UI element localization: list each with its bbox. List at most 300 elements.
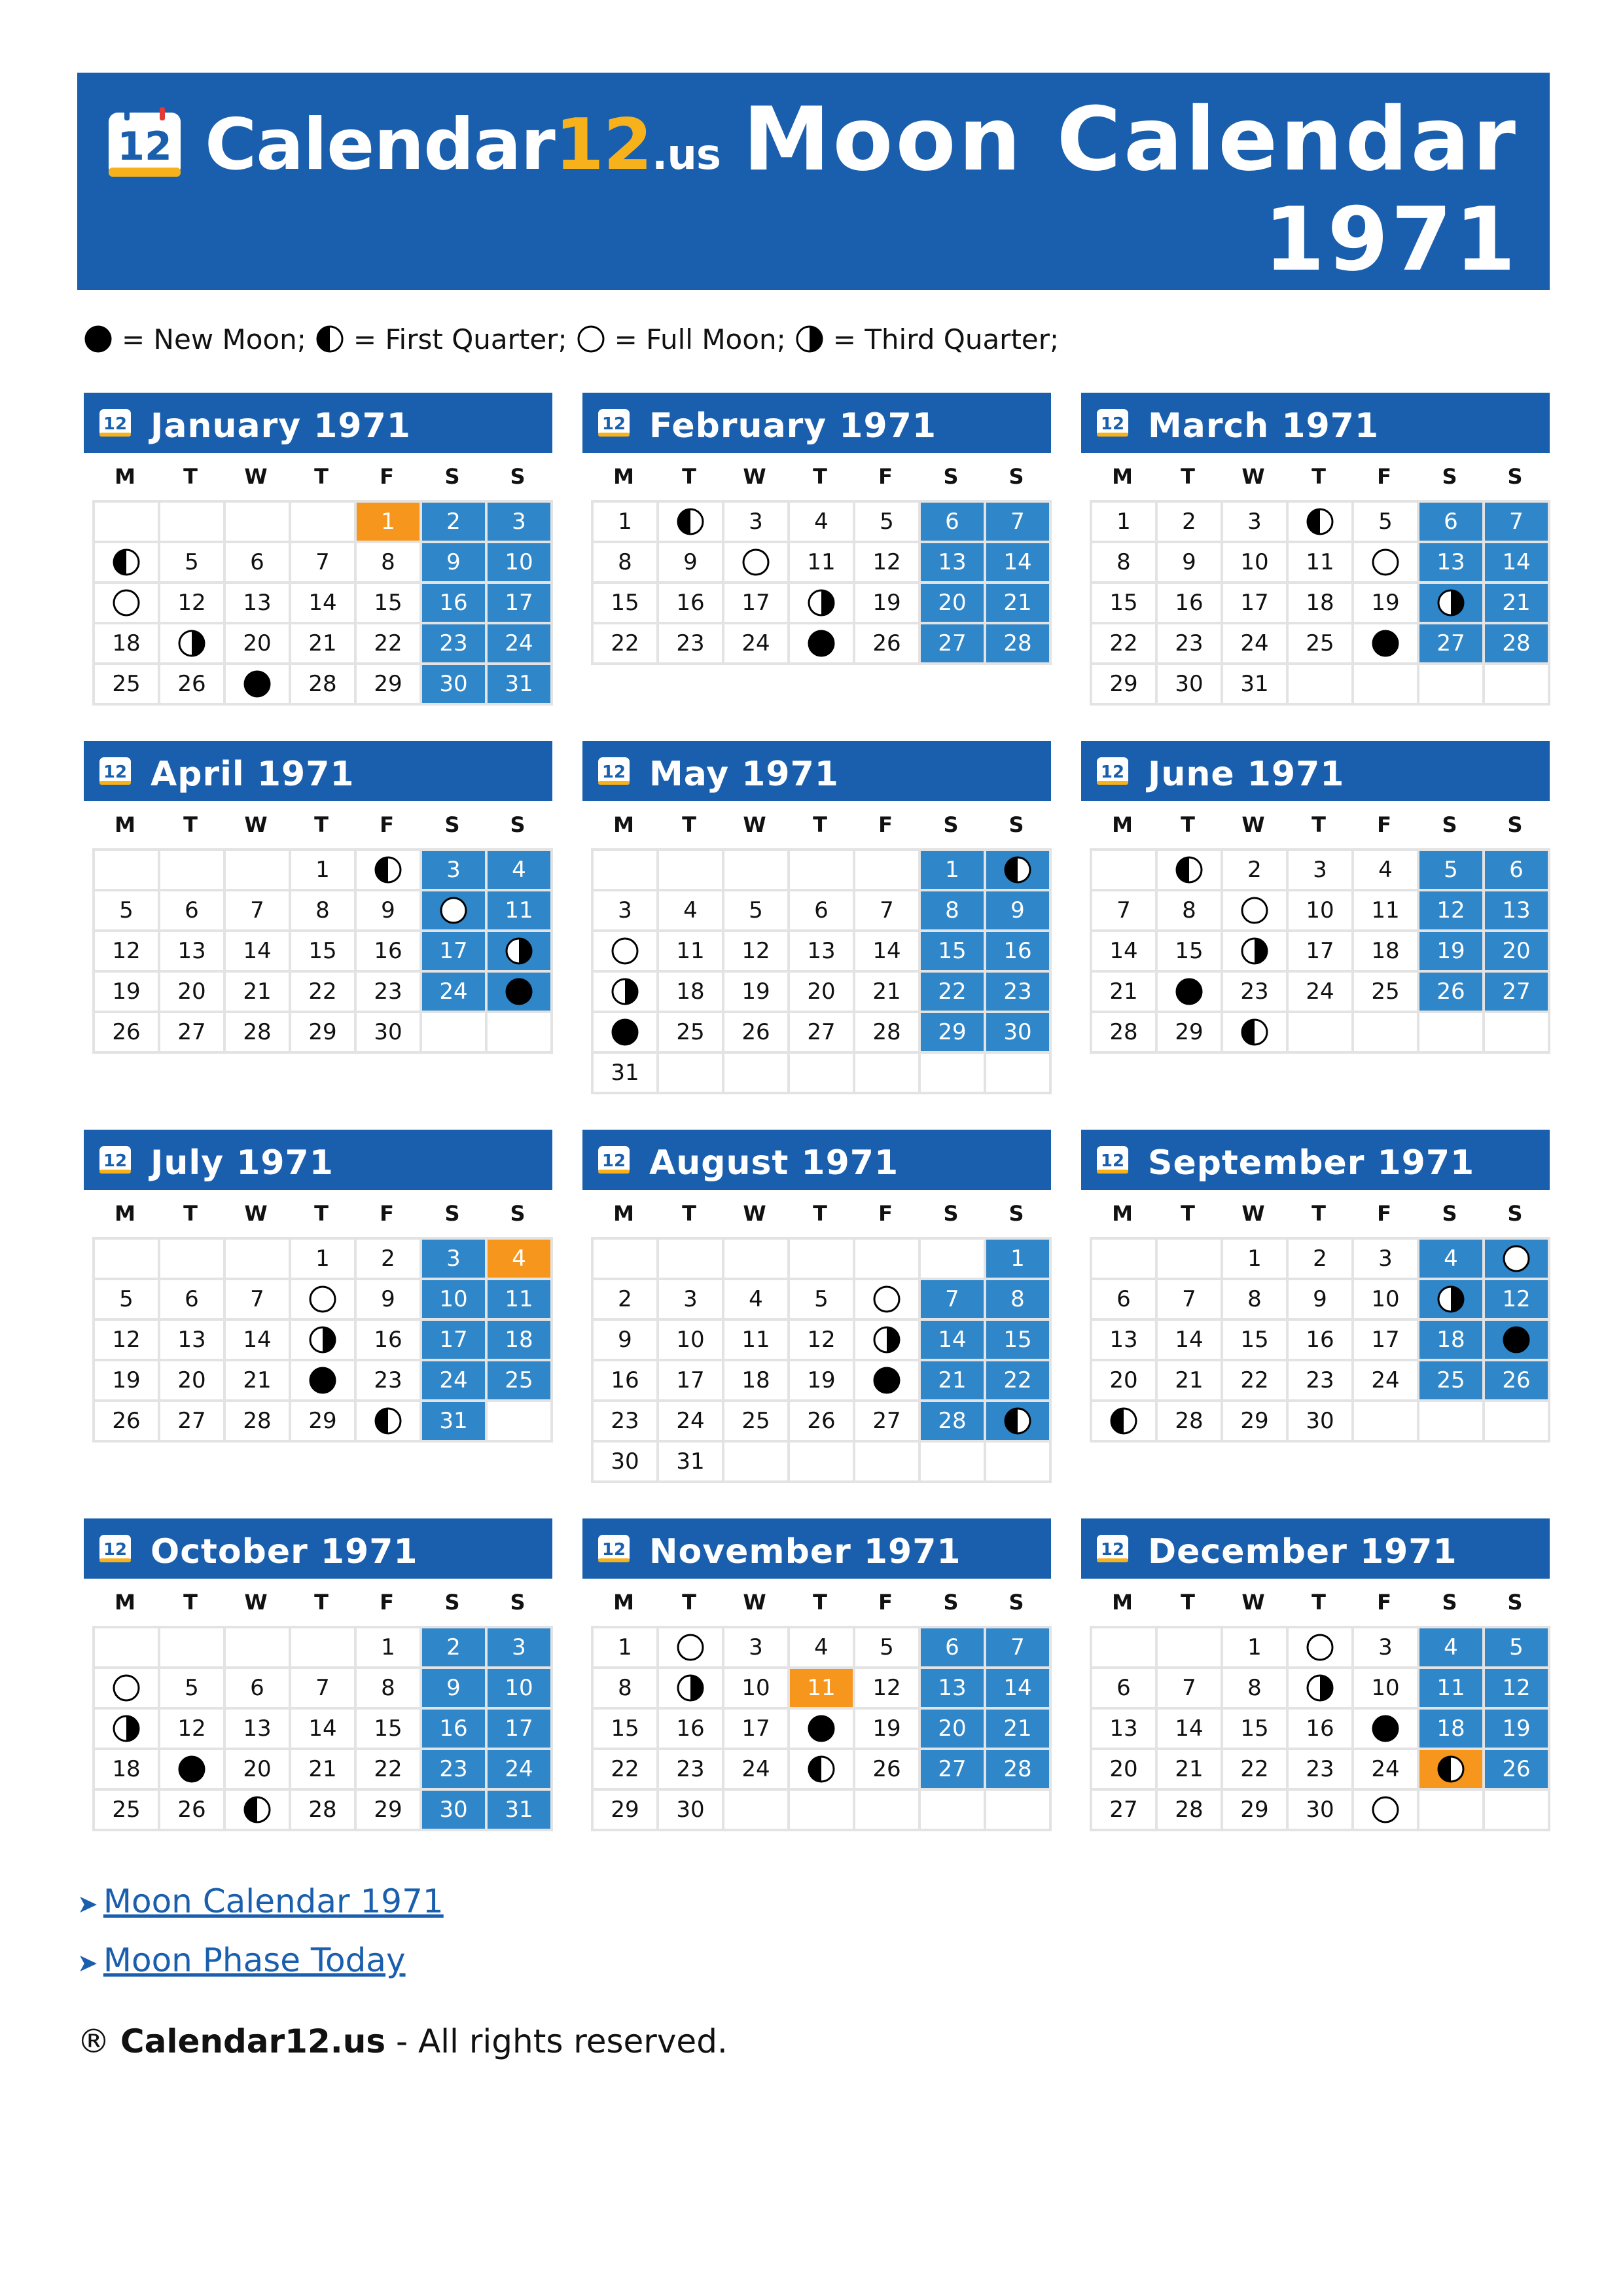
- day-cell[interactable]: 7: [986, 1628, 1052, 1669]
- day-cell[interactable]: 3: [724, 503, 790, 543]
- day-cell[interactable]: 27: [790, 1013, 855, 1054]
- day-cell[interactable]: 14: [291, 1710, 357, 1750]
- day-cell[interactable]: 12: [790, 1321, 855, 1361]
- day-cell[interactable]: 8: [986, 1280, 1052, 1321]
- day-cell[interactable]: 23: [659, 1750, 724, 1791]
- day-cell[interactable]: 22: [1223, 1361, 1289, 1402]
- day-cell[interactable]: 16: [357, 932, 422, 973]
- day-cell[interactable]: 20: [160, 973, 226, 1013]
- day-cell[interactable]: 2: [1289, 1240, 1354, 1280]
- day-cell[interactable]: 15: [986, 1321, 1052, 1361]
- day-cell[interactable]: [95, 1669, 160, 1710]
- day-cell[interactable]: 1: [921, 851, 986, 891]
- day-cell[interactable]: 13: [790, 932, 855, 973]
- day-cell[interactable]: 6: [921, 503, 986, 543]
- day-cell[interactable]: 29: [357, 665, 422, 706]
- day-cell[interactable]: [1354, 543, 1419, 584]
- day-cell[interactable]: 9: [1158, 543, 1223, 584]
- day-cell[interactable]: 4: [724, 1280, 790, 1321]
- day-cell[interactable]: 22: [291, 973, 357, 1013]
- day-cell[interactable]: 24: [1354, 1361, 1419, 1402]
- day-cell[interactable]: 1: [357, 1628, 422, 1669]
- day-cell[interactable]: [160, 624, 226, 665]
- day-cell[interactable]: 9: [1289, 1280, 1354, 1321]
- day-cell[interactable]: 21: [1158, 1361, 1223, 1402]
- day-cell[interactable]: 5: [1485, 1628, 1550, 1669]
- day-cell[interactable]: 3: [488, 1628, 553, 1669]
- day-cell[interactable]: 16: [659, 584, 724, 624]
- day-cell[interactable]: 24: [1223, 624, 1289, 665]
- day-cell[interactable]: 14: [1158, 1321, 1223, 1361]
- day-cell[interactable]: 23: [1223, 973, 1289, 1013]
- day-cell[interactable]: 15: [291, 932, 357, 973]
- day-cell[interactable]: 15: [594, 584, 659, 624]
- day-cell[interactable]: 25: [1354, 973, 1419, 1013]
- day-cell[interactable]: 20: [1092, 1750, 1158, 1791]
- day-cell[interactable]: 14: [291, 584, 357, 624]
- day-cell[interactable]: 12: [855, 1669, 921, 1710]
- day-cell[interactable]: [1158, 851, 1223, 891]
- day-cell[interactable]: [357, 1402, 422, 1443]
- day-cell[interactable]: 15: [357, 1710, 422, 1750]
- day-cell[interactable]: 14: [921, 1321, 986, 1361]
- day-cell[interactable]: 26: [790, 1402, 855, 1443]
- day-cell[interactable]: 6: [1092, 1669, 1158, 1710]
- day-cell[interactable]: [1354, 1710, 1419, 1750]
- day-cell[interactable]: 5: [724, 891, 790, 932]
- day-cell[interactable]: [724, 543, 790, 584]
- day-cell[interactable]: 13: [921, 543, 986, 584]
- day-cell[interactable]: 10: [422, 1280, 488, 1321]
- day-cell[interactable]: 17: [1289, 932, 1354, 973]
- day-cell[interactable]: 3: [1354, 1240, 1419, 1280]
- day-cell[interactable]: 29: [1092, 665, 1158, 706]
- day-cell[interactable]: [1092, 1402, 1158, 1443]
- day-cell[interactable]: 2: [422, 1628, 488, 1669]
- day-cell[interactable]: 10: [488, 1669, 553, 1710]
- day-cell[interactable]: [1354, 624, 1419, 665]
- day-cell[interactable]: 8: [1092, 543, 1158, 584]
- day-cell[interactable]: [1419, 1280, 1485, 1321]
- day-cell[interactable]: 21: [291, 624, 357, 665]
- day-cell[interactable]: 28: [1158, 1791, 1223, 1831]
- day-cell[interactable]: [1419, 1750, 1485, 1791]
- day-cell[interactable]: [1223, 1013, 1289, 1054]
- day-cell[interactable]: 12: [855, 543, 921, 584]
- day-cell[interactable]: 26: [95, 1402, 160, 1443]
- day-cell[interactable]: 12: [160, 1710, 226, 1750]
- day-cell[interactable]: 5: [95, 891, 160, 932]
- day-cell[interactable]: 7: [986, 503, 1052, 543]
- day-cell[interactable]: 5: [160, 1669, 226, 1710]
- day-cell[interactable]: 9: [357, 1280, 422, 1321]
- day-cell[interactable]: 8: [1223, 1669, 1289, 1710]
- day-cell[interactable]: 23: [357, 973, 422, 1013]
- day-cell[interactable]: 16: [422, 1710, 488, 1750]
- day-cell[interactable]: 16: [357, 1321, 422, 1361]
- day-cell[interactable]: 27: [921, 624, 986, 665]
- day-cell[interactable]: 18: [95, 1750, 160, 1791]
- day-cell[interactable]: 4: [1419, 1628, 1485, 1669]
- day-cell[interactable]: 28: [226, 1013, 291, 1054]
- day-cell[interactable]: 1: [291, 1240, 357, 1280]
- day-cell[interactable]: 31: [488, 665, 553, 706]
- day-cell[interactable]: 19: [855, 584, 921, 624]
- day-cell[interactable]: 16: [1158, 584, 1223, 624]
- day-cell[interactable]: 7: [855, 891, 921, 932]
- day-cell[interactable]: [422, 891, 488, 932]
- day-cell[interactable]: 24: [422, 973, 488, 1013]
- day-cell[interactable]: 24: [659, 1402, 724, 1443]
- day-cell[interactable]: 20: [921, 584, 986, 624]
- day-cell[interactable]: 4: [790, 1628, 855, 1669]
- day-cell[interactable]: 17: [488, 1710, 553, 1750]
- day-cell[interactable]: 9: [594, 1321, 659, 1361]
- day-cell[interactable]: 23: [1289, 1361, 1354, 1402]
- day-cell[interactable]: 22: [1092, 624, 1158, 665]
- day-cell[interactable]: 18: [95, 624, 160, 665]
- day-cell[interactable]: 24: [724, 1750, 790, 1791]
- day-cell[interactable]: 13: [226, 1710, 291, 1750]
- day-cell[interactable]: 21: [1485, 584, 1550, 624]
- day-cell[interactable]: 20: [160, 1361, 226, 1402]
- day-cell[interactable]: 29: [594, 1791, 659, 1831]
- day-cell[interactable]: 19: [95, 1361, 160, 1402]
- day-cell[interactable]: 20: [226, 1750, 291, 1791]
- day-cell[interactable]: 26: [855, 1750, 921, 1791]
- day-cell[interactable]: 25: [95, 665, 160, 706]
- day-cell[interactable]: 28: [291, 665, 357, 706]
- day-cell[interactable]: 22: [594, 1750, 659, 1791]
- day-cell[interactable]: 7: [291, 543, 357, 584]
- day-cell[interactable]: 12: [1485, 1669, 1550, 1710]
- day-cell[interactable]: 24: [1354, 1750, 1419, 1791]
- day-cell[interactable]: 13: [1092, 1321, 1158, 1361]
- day-cell[interactable]: 2: [1158, 503, 1223, 543]
- day-cell[interactable]: 16: [422, 584, 488, 624]
- day-cell[interactable]: [226, 665, 291, 706]
- day-cell[interactable]: 5: [790, 1280, 855, 1321]
- day-cell[interactable]: 10: [488, 543, 553, 584]
- day-cell[interactable]: 15: [1223, 1710, 1289, 1750]
- day-cell[interactable]: 28: [291, 1791, 357, 1831]
- day-cell[interactable]: [291, 1280, 357, 1321]
- day-cell[interactable]: 23: [357, 1361, 422, 1402]
- day-cell[interactable]: 22: [921, 973, 986, 1013]
- day-cell[interactable]: [95, 543, 160, 584]
- day-cell[interactable]: 3: [1289, 851, 1354, 891]
- day-cell[interactable]: 27: [1419, 624, 1485, 665]
- day-cell[interactable]: 3: [724, 1628, 790, 1669]
- day-cell[interactable]: 13: [160, 932, 226, 973]
- day-cell[interactable]: 13: [160, 1321, 226, 1361]
- day-cell[interactable]: 8: [357, 543, 422, 584]
- day-cell[interactable]: 18: [659, 973, 724, 1013]
- day-cell[interactable]: 25: [724, 1402, 790, 1443]
- day-cell[interactable]: 11: [488, 1280, 553, 1321]
- day-cell[interactable]: 22: [357, 1750, 422, 1791]
- day-cell[interactable]: 28: [986, 1750, 1052, 1791]
- day-cell[interactable]: 8: [594, 543, 659, 584]
- day-cell[interactable]: 11: [1354, 891, 1419, 932]
- day-cell[interactable]: 13: [1485, 891, 1550, 932]
- day-cell[interactable]: 19: [1485, 1710, 1550, 1750]
- day-cell[interactable]: [226, 1791, 291, 1831]
- day-cell[interactable]: 18: [1419, 1710, 1485, 1750]
- day-cell[interactable]: 30: [986, 1013, 1052, 1054]
- day-cell[interactable]: [594, 1013, 659, 1054]
- day-cell[interactable]: 29: [1223, 1402, 1289, 1443]
- day-cell[interactable]: 9: [659, 543, 724, 584]
- day-cell[interactable]: 28: [1485, 624, 1550, 665]
- day-cell[interactable]: 29: [1158, 1013, 1223, 1054]
- day-cell[interactable]: 22: [357, 624, 422, 665]
- day-cell[interactable]: 25: [1289, 624, 1354, 665]
- day-cell[interactable]: 10: [724, 1669, 790, 1710]
- day-cell[interactable]: 10: [1354, 1280, 1419, 1321]
- day-cell[interactable]: 6: [160, 1280, 226, 1321]
- day-cell[interactable]: 31: [659, 1443, 724, 1483]
- day-cell[interactable]: [790, 624, 855, 665]
- day-cell[interactable]: 20: [1485, 932, 1550, 973]
- day-cell[interactable]: 21: [291, 1750, 357, 1791]
- day-cell[interactable]: 12: [1419, 891, 1485, 932]
- day-cell[interactable]: [1485, 1240, 1550, 1280]
- day-cell[interactable]: 27: [921, 1750, 986, 1791]
- day-cell[interactable]: 29: [921, 1013, 986, 1054]
- day-cell[interactable]: 17: [724, 1710, 790, 1750]
- day-cell[interactable]: 10: [1223, 543, 1289, 584]
- day-cell[interactable]: 17: [422, 1321, 488, 1361]
- day-cell[interactable]: 8: [921, 891, 986, 932]
- link-moon-phase-today-text[interactable]: Moon Phase Today: [103, 1941, 406, 1979]
- day-cell[interactable]: 1: [1092, 503, 1158, 543]
- day-cell[interactable]: 5: [1354, 503, 1419, 543]
- day-cell[interactable]: 1: [1223, 1628, 1289, 1669]
- day-cell[interactable]: 14: [855, 932, 921, 973]
- day-cell[interactable]: 5: [160, 543, 226, 584]
- day-cell[interactable]: 3: [659, 1280, 724, 1321]
- day-cell[interactable]: 21: [921, 1361, 986, 1402]
- day-cell[interactable]: [1223, 891, 1289, 932]
- day-cell[interactable]: 28: [986, 624, 1052, 665]
- day-cell[interactable]: 14: [986, 1669, 1052, 1710]
- day-cell[interactable]: 5: [1419, 851, 1485, 891]
- day-cell[interactable]: 23: [422, 624, 488, 665]
- day-cell[interactable]: 23: [594, 1402, 659, 1443]
- day-cell[interactable]: 6: [1485, 851, 1550, 891]
- day-cell[interactable]: 3: [1354, 1628, 1419, 1669]
- link-moon-phase-today[interactable]: [77, 1941, 406, 1979]
- day-cell[interactable]: 25: [95, 1791, 160, 1831]
- day-cell[interactable]: 14: [1092, 932, 1158, 973]
- day-cell[interactable]: 19: [1354, 584, 1419, 624]
- day-cell[interactable]: 12: [724, 932, 790, 973]
- day-cell[interactable]: 8: [357, 1669, 422, 1710]
- day-cell[interactable]: [1419, 584, 1485, 624]
- day-cell[interactable]: 21: [1158, 1750, 1223, 1791]
- day-cell[interactable]: 30: [1289, 1791, 1354, 1831]
- day-cell[interactable]: 1: [986, 1240, 1052, 1280]
- day-cell[interactable]: 19: [724, 973, 790, 1013]
- day-cell[interactable]: 21: [855, 973, 921, 1013]
- day-cell[interactable]: [790, 1710, 855, 1750]
- day-cell[interactable]: 17: [422, 932, 488, 973]
- day-cell[interactable]: 2: [422, 503, 488, 543]
- day-cell[interactable]: 14: [226, 932, 291, 973]
- day-cell[interactable]: 1: [291, 851, 357, 891]
- day-cell[interactable]: [855, 1361, 921, 1402]
- day-cell[interactable]: [986, 851, 1052, 891]
- day-cell[interactable]: 3: [594, 891, 659, 932]
- day-cell[interactable]: 8: [1223, 1280, 1289, 1321]
- day-cell[interactable]: [291, 1321, 357, 1361]
- day-cell[interactable]: 15: [1158, 932, 1223, 973]
- day-cell[interactable]: 19: [790, 1361, 855, 1402]
- day-cell[interactable]: [790, 584, 855, 624]
- day-cell[interactable]: 24: [422, 1361, 488, 1402]
- site-logo[interactable]: Calendar12.us: [205, 104, 721, 186]
- day-cell[interactable]: 22: [1223, 1750, 1289, 1791]
- day-cell[interactable]: 31: [594, 1054, 659, 1094]
- link-moon-calendar[interactable]: [77, 1882, 444, 1920]
- day-cell[interactable]: 1: [1223, 1240, 1289, 1280]
- day-cell[interactable]: 23: [659, 624, 724, 665]
- day-cell[interactable]: 29: [357, 1791, 422, 1831]
- day-cell[interactable]: 5: [855, 1628, 921, 1669]
- day-cell[interactable]: 26: [1485, 1750, 1550, 1791]
- day-cell[interactable]: 12: [160, 584, 226, 624]
- day-cell[interactable]: 24: [724, 624, 790, 665]
- day-cell[interactable]: 16: [659, 1710, 724, 1750]
- day-cell[interactable]: 10: [1289, 891, 1354, 932]
- day-cell[interactable]: 21: [226, 1361, 291, 1402]
- day-cell[interactable]: 15: [594, 1710, 659, 1750]
- day-cell[interactable]: [1158, 973, 1223, 1013]
- day-cell[interactable]: [291, 1361, 357, 1402]
- day-cell[interactable]: 20: [226, 624, 291, 665]
- day-cell[interactable]: 27: [855, 1402, 921, 1443]
- day-cell[interactable]: [1289, 1669, 1354, 1710]
- day-cell[interactable]: 3: [488, 503, 553, 543]
- day-cell[interactable]: 6: [226, 543, 291, 584]
- day-cell[interactable]: [95, 1710, 160, 1750]
- day-cell[interactable]: [1354, 1791, 1419, 1831]
- day-cell[interactable]: 11: [488, 891, 553, 932]
- day-cell[interactable]: 9: [357, 891, 422, 932]
- day-cell[interactable]: 31: [488, 1791, 553, 1831]
- day-cell[interactable]: 15: [357, 584, 422, 624]
- day-cell[interactable]: 25: [488, 1361, 553, 1402]
- day-cell[interactable]: [855, 1321, 921, 1361]
- day-cell[interactable]: 28: [921, 1402, 986, 1443]
- day-cell[interactable]: 16: [1289, 1710, 1354, 1750]
- day-cell[interactable]: 28: [1158, 1402, 1223, 1443]
- day-cell[interactable]: 9: [986, 891, 1052, 932]
- day-cell[interactable]: 10: [1354, 1669, 1419, 1710]
- day-cell[interactable]: 23: [1289, 1750, 1354, 1791]
- day-cell[interactable]: 25: [659, 1013, 724, 1054]
- day-cell[interactable]: [790, 1750, 855, 1791]
- day-cell[interactable]: 23: [986, 973, 1052, 1013]
- day-cell[interactable]: [488, 932, 553, 973]
- day-cell[interactable]: 2: [1223, 851, 1289, 891]
- day-cell[interactable]: 7: [921, 1280, 986, 1321]
- day-cell[interactable]: [1485, 1321, 1550, 1361]
- day-cell[interactable]: 18: [1419, 1321, 1485, 1361]
- day-cell[interactable]: 6: [1092, 1280, 1158, 1321]
- day-cell[interactable]: 8: [594, 1669, 659, 1710]
- day-cell[interactable]: 21: [986, 1710, 1052, 1750]
- day-cell[interactable]: 19: [95, 973, 160, 1013]
- day-cell[interactable]: 29: [291, 1402, 357, 1443]
- day-cell[interactable]: 4: [1419, 1240, 1485, 1280]
- day-cell[interactable]: 24: [488, 1750, 553, 1791]
- day-cell[interactable]: 3: [422, 851, 488, 891]
- day-cell[interactable]: [1289, 1628, 1354, 1669]
- day-cell[interactable]: 6: [1419, 503, 1485, 543]
- day-cell[interactable]: 7: [1158, 1280, 1223, 1321]
- day-cell[interactable]: 4: [1354, 851, 1419, 891]
- day-cell[interactable]: 26: [1419, 973, 1485, 1013]
- day-cell[interactable]: 31: [422, 1402, 488, 1443]
- day-cell[interactable]: [1289, 503, 1354, 543]
- day-cell[interactable]: 19: [1419, 932, 1485, 973]
- day-cell[interactable]: 14: [226, 1321, 291, 1361]
- day-cell[interactable]: 17: [488, 584, 553, 624]
- day-cell[interactable]: 7: [1158, 1669, 1223, 1710]
- day-cell[interactable]: 8: [1158, 891, 1223, 932]
- day-cell[interactable]: 22: [594, 624, 659, 665]
- day-cell[interactable]: 18: [1354, 932, 1419, 973]
- day-cell[interactable]: 13: [921, 1669, 986, 1710]
- day-cell[interactable]: 26: [95, 1013, 160, 1054]
- day-cell[interactable]: 14: [986, 543, 1052, 584]
- day-cell[interactable]: 17: [659, 1361, 724, 1402]
- day-cell[interactable]: 21: [1092, 973, 1158, 1013]
- day-cell[interactable]: 18: [724, 1361, 790, 1402]
- day-cell[interactable]: 1: [594, 1628, 659, 1669]
- day-cell[interactable]: 13: [1419, 543, 1485, 584]
- day-cell[interactable]: 19: [855, 1710, 921, 1750]
- day-cell[interactable]: 29: [291, 1013, 357, 1054]
- day-cell[interactable]: 7: [226, 1280, 291, 1321]
- day-cell[interactable]: 11: [790, 1669, 855, 1710]
- day-cell[interactable]: 26: [855, 624, 921, 665]
- day-cell[interactable]: 15: [1223, 1321, 1289, 1361]
- day-cell[interactable]: 24: [1289, 973, 1354, 1013]
- day-cell[interactable]: 3: [422, 1240, 488, 1280]
- day-cell[interactable]: [488, 973, 553, 1013]
- day-cell[interactable]: 16: [986, 932, 1052, 973]
- day-cell[interactable]: 9: [422, 1669, 488, 1710]
- day-cell[interactable]: [986, 1402, 1052, 1443]
- day-cell[interactable]: 18: [488, 1321, 553, 1361]
- day-cell[interactable]: 3: [1223, 503, 1289, 543]
- day-cell[interactable]: 5: [95, 1280, 160, 1321]
- day-cell[interactable]: 27: [160, 1013, 226, 1054]
- day-cell[interactable]: 30: [357, 1013, 422, 1054]
- day-cell[interactable]: 14: [1158, 1710, 1223, 1750]
- day-cell[interactable]: 30: [422, 1791, 488, 1831]
- day-cell[interactable]: [594, 973, 659, 1013]
- day-cell[interactable]: 21: [986, 584, 1052, 624]
- day-cell[interactable]: 26: [1485, 1361, 1550, 1402]
- day-cell[interactable]: 7: [226, 891, 291, 932]
- day-cell[interactable]: [95, 584, 160, 624]
- day-cell[interactable]: 6: [921, 1628, 986, 1669]
- day-cell[interactable]: 30: [1289, 1402, 1354, 1443]
